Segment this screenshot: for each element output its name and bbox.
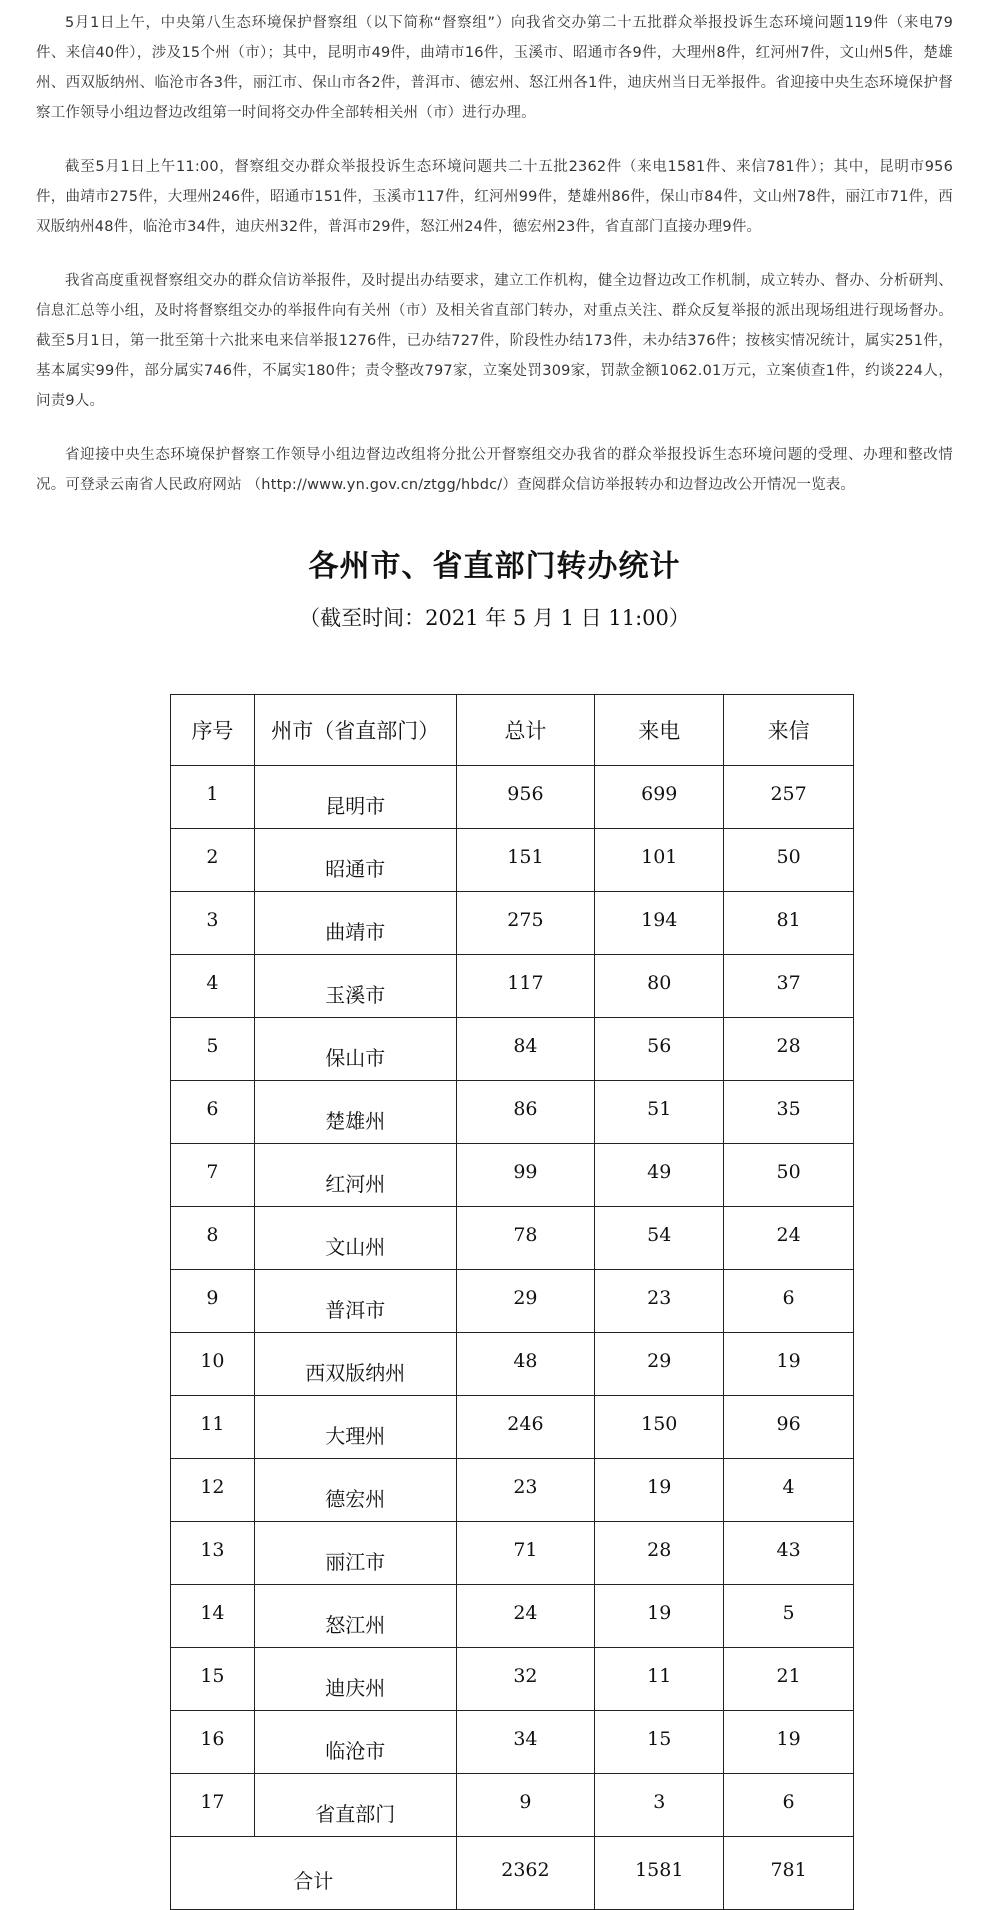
total-label: 合计	[171, 1837, 457, 1910]
row-total: 117	[456, 955, 595, 1018]
table-row	[171, 892, 854, 955]
row-index: 11	[171, 1396, 255, 1459]
row-region-name: 迪庆州	[254, 1648, 456, 1711]
row-total: 151	[456, 829, 595, 892]
article-paragraph-2: 截至5月1日上午11:00，督察组交办群众举报投诉生态环境问题共二十五批2362件（来电1581件、来信781件）；其中，昆明市956件，曲靖市275件，大理州246件，昭通市151件，玉溪市117件，红河州99件，楚雄州86件，保山市84件，文山州78件，丽江市71件，西双版纳州48件，临沧市34件，迪庆州32件，普洱市29件，怒江州24件，德宏州23件，省直部门直接办理9件。	[36, 159, 953, 235]
row-letter: 50	[724, 829, 854, 892]
row-letter: 81	[724, 892, 854, 955]
row-total: 78	[456, 1207, 595, 1270]
row-phone: 51	[595, 1081, 724, 1144]
total-phone: 1581	[595, 1837, 724, 1910]
row-letter: 5	[724, 1585, 854, 1648]
table-row	[171, 1333, 854, 1396]
table-row	[171, 1585, 854, 1648]
row-region-name: 怒江州	[254, 1585, 456, 1648]
table-row	[171, 766, 854, 829]
row-index: 17	[171, 1774, 255, 1837]
row-index: 13	[171, 1522, 255, 1585]
row-region-name: 保山市	[254, 1018, 456, 1081]
table-row	[171, 1081, 854, 1144]
row-index: 5	[171, 1018, 255, 1081]
row-letter: 19	[724, 1711, 854, 1774]
row-phone: 150	[595, 1396, 724, 1459]
row-phone: 19	[595, 1585, 724, 1648]
table-title: 各州市、省直部门转办统计	[308, 549, 681, 584]
row-index: 12	[171, 1459, 255, 1522]
row-index: 15	[171, 1648, 255, 1711]
table-row	[171, 1459, 854, 1522]
row-index: 16	[171, 1711, 255, 1774]
table-row	[171, 1648, 854, 1711]
row-phone: 80	[595, 955, 724, 1018]
row-index: 3	[171, 892, 255, 955]
row-letter: 6	[724, 1774, 854, 1837]
row-letter: 21	[724, 1648, 854, 1711]
row-total: 246	[456, 1396, 595, 1459]
row-letter: 6	[724, 1270, 854, 1333]
row-phone: 54	[595, 1207, 724, 1270]
row-region-name: 临沧市	[254, 1711, 456, 1774]
row-index: 4	[171, 955, 255, 1018]
row-phone: 101	[595, 829, 724, 892]
article-paragraph-1: 5月1日上午，中央第八生态环境保护督察组（以下简称“督察组”）向我省交办第二十五批群众举报投诉生态环境问题119件（来电79件、来信40件），涉及15个州（市）；其中，昆明市49件，曲靖市16件，玉溪市、昭通市各9件，大理州8件，红河州7件，文山州5件，楚雄州、西双版纳州、临沧市各3件，丽江市、保山市各2件，普洱市、德宏州、怒江州各1件，迪庆州当日无举报件。省迎接中央生态环境保护督察工作领导小组边督边改组第一时间将交办件全部转相关州（市）进行办理。	[36, 15, 953, 121]
row-region-name: 玉溪市	[254, 955, 456, 1018]
row-phone: 3	[595, 1774, 724, 1837]
table-subtitle: （截至时间：2021 年 5 月 1 日 11:00）	[299, 606, 690, 630]
row-letter: 50	[724, 1144, 854, 1207]
row-letter: 19	[724, 1333, 854, 1396]
row-total: 24	[456, 1585, 595, 1648]
table-row	[171, 1144, 854, 1207]
table-row	[171, 1018, 854, 1081]
row-total: 48	[456, 1333, 595, 1396]
table-row	[171, 1774, 854, 1837]
row-total: 71	[456, 1522, 595, 1585]
row-phone: 29	[595, 1333, 724, 1396]
row-region-name: 红河州	[254, 1144, 456, 1207]
row-letter: 24	[724, 1207, 854, 1270]
total-letter: 781	[724, 1837, 854, 1910]
row-index: 14	[171, 1585, 255, 1648]
row-total: 86	[456, 1081, 595, 1144]
table-row	[171, 1270, 854, 1333]
row-region-name: 文山州	[254, 1207, 456, 1270]
total-sum: 2362	[456, 1837, 595, 1910]
row-phone: 56	[595, 1018, 724, 1081]
header-letter: 来信	[724, 695, 854, 766]
table-body	[171, 766, 854, 1837]
article-paragraph-4: 省迎接中央生态环境保护督察工作领导小组边督边改组将分批公开督察组交办我省的群众举报投诉生态环境问题的受理、办理和整改情况。可登录云南省人民政府网站 （http://www.yn.gov.cn/ztgg/hbdc/）查阅群众信访举报转办和边督边改公开情况一览表。	[36, 447, 953, 493]
row-total: 956	[456, 766, 595, 829]
row-letter: 37	[724, 955, 854, 1018]
row-letter: 43	[724, 1522, 854, 1585]
row-total: 275	[456, 892, 595, 955]
stats-table	[170, 694, 854, 1910]
row-index: 6	[171, 1081, 255, 1144]
row-total: 84	[456, 1018, 595, 1081]
table-total-row	[171, 1837, 854, 1910]
row-region-name: 西双版纳州	[254, 1333, 456, 1396]
table-row	[171, 829, 854, 892]
table-row	[171, 955, 854, 1018]
row-region-name: 丽江市	[254, 1522, 456, 1585]
row-region-name: 德宏州	[254, 1459, 456, 1522]
row-index: 9	[171, 1270, 255, 1333]
table-row	[171, 1522, 854, 1585]
table-row	[171, 1396, 854, 1459]
row-index: 2	[171, 829, 255, 892]
table-row	[171, 1711, 854, 1774]
header-phone: 来电	[595, 695, 724, 766]
row-letter: 257	[724, 766, 854, 829]
row-index: 7	[171, 1144, 255, 1207]
article-paragraph-3: 我省高度重视督察组交办的群众信访举报件，及时提出办结要求，建立工作机构，健全边督边改工作机制，成立转办、督办、分析研判、信息汇总等小组，及时将督察组交办的举报件向有关州（市）及相关省直部门转办，对重点关注、群众反复举报的派出现场组进行现场督办。截至5月1日，第一批至第十六批来电来信举报1276件，已办结727件，阶段性办结173件，未办结376件；按核实情况统计，属实251件，基本属实99件，部分属实746件，不属实180件；责令整改797家，立案处罚309家，罚款金额1062.01万元，立案侦查1件，约谈224人，问责9人。	[36, 273, 953, 409]
row-phone: 194	[595, 892, 724, 955]
row-region-name: 普洱市	[254, 1270, 456, 1333]
row-index: 10	[171, 1333, 255, 1396]
row-region-name: 楚雄州	[254, 1081, 456, 1144]
row-letter: 96	[724, 1396, 854, 1459]
row-phone: 11	[595, 1648, 724, 1711]
row-total: 9	[456, 1774, 595, 1837]
row-index: 8	[171, 1207, 255, 1270]
row-phone: 28	[595, 1522, 724, 1585]
row-region-name: 大理州	[254, 1396, 456, 1459]
row-letter: 28	[724, 1018, 854, 1081]
row-letter: 35	[724, 1081, 854, 1144]
table-row	[171, 1207, 854, 1270]
row-phone: 23	[595, 1270, 724, 1333]
table-header-row	[171, 695, 854, 766]
row-region-name: 省直部门	[254, 1774, 456, 1837]
row-region-name: 昆明市	[254, 766, 456, 829]
row-index: 1	[171, 766, 255, 829]
row-total: 29	[456, 1270, 595, 1333]
header-total: 总计	[456, 695, 595, 766]
header-index: 序号	[171, 695, 255, 766]
header-region: 州市（省直部门）	[254, 695, 456, 766]
row-total: 34	[456, 1711, 595, 1774]
row-total: 32	[456, 1648, 595, 1711]
row-phone: 15	[595, 1711, 724, 1774]
row-region-name: 曲靖市	[254, 892, 456, 955]
row-phone: 19	[595, 1459, 724, 1522]
row-total: 99	[456, 1144, 595, 1207]
row-letter: 4	[724, 1459, 854, 1522]
row-phone: 699	[595, 766, 724, 829]
row-total: 23	[456, 1459, 595, 1522]
row-phone: 49	[595, 1144, 724, 1207]
row-region-name: 昭通市	[254, 829, 456, 892]
